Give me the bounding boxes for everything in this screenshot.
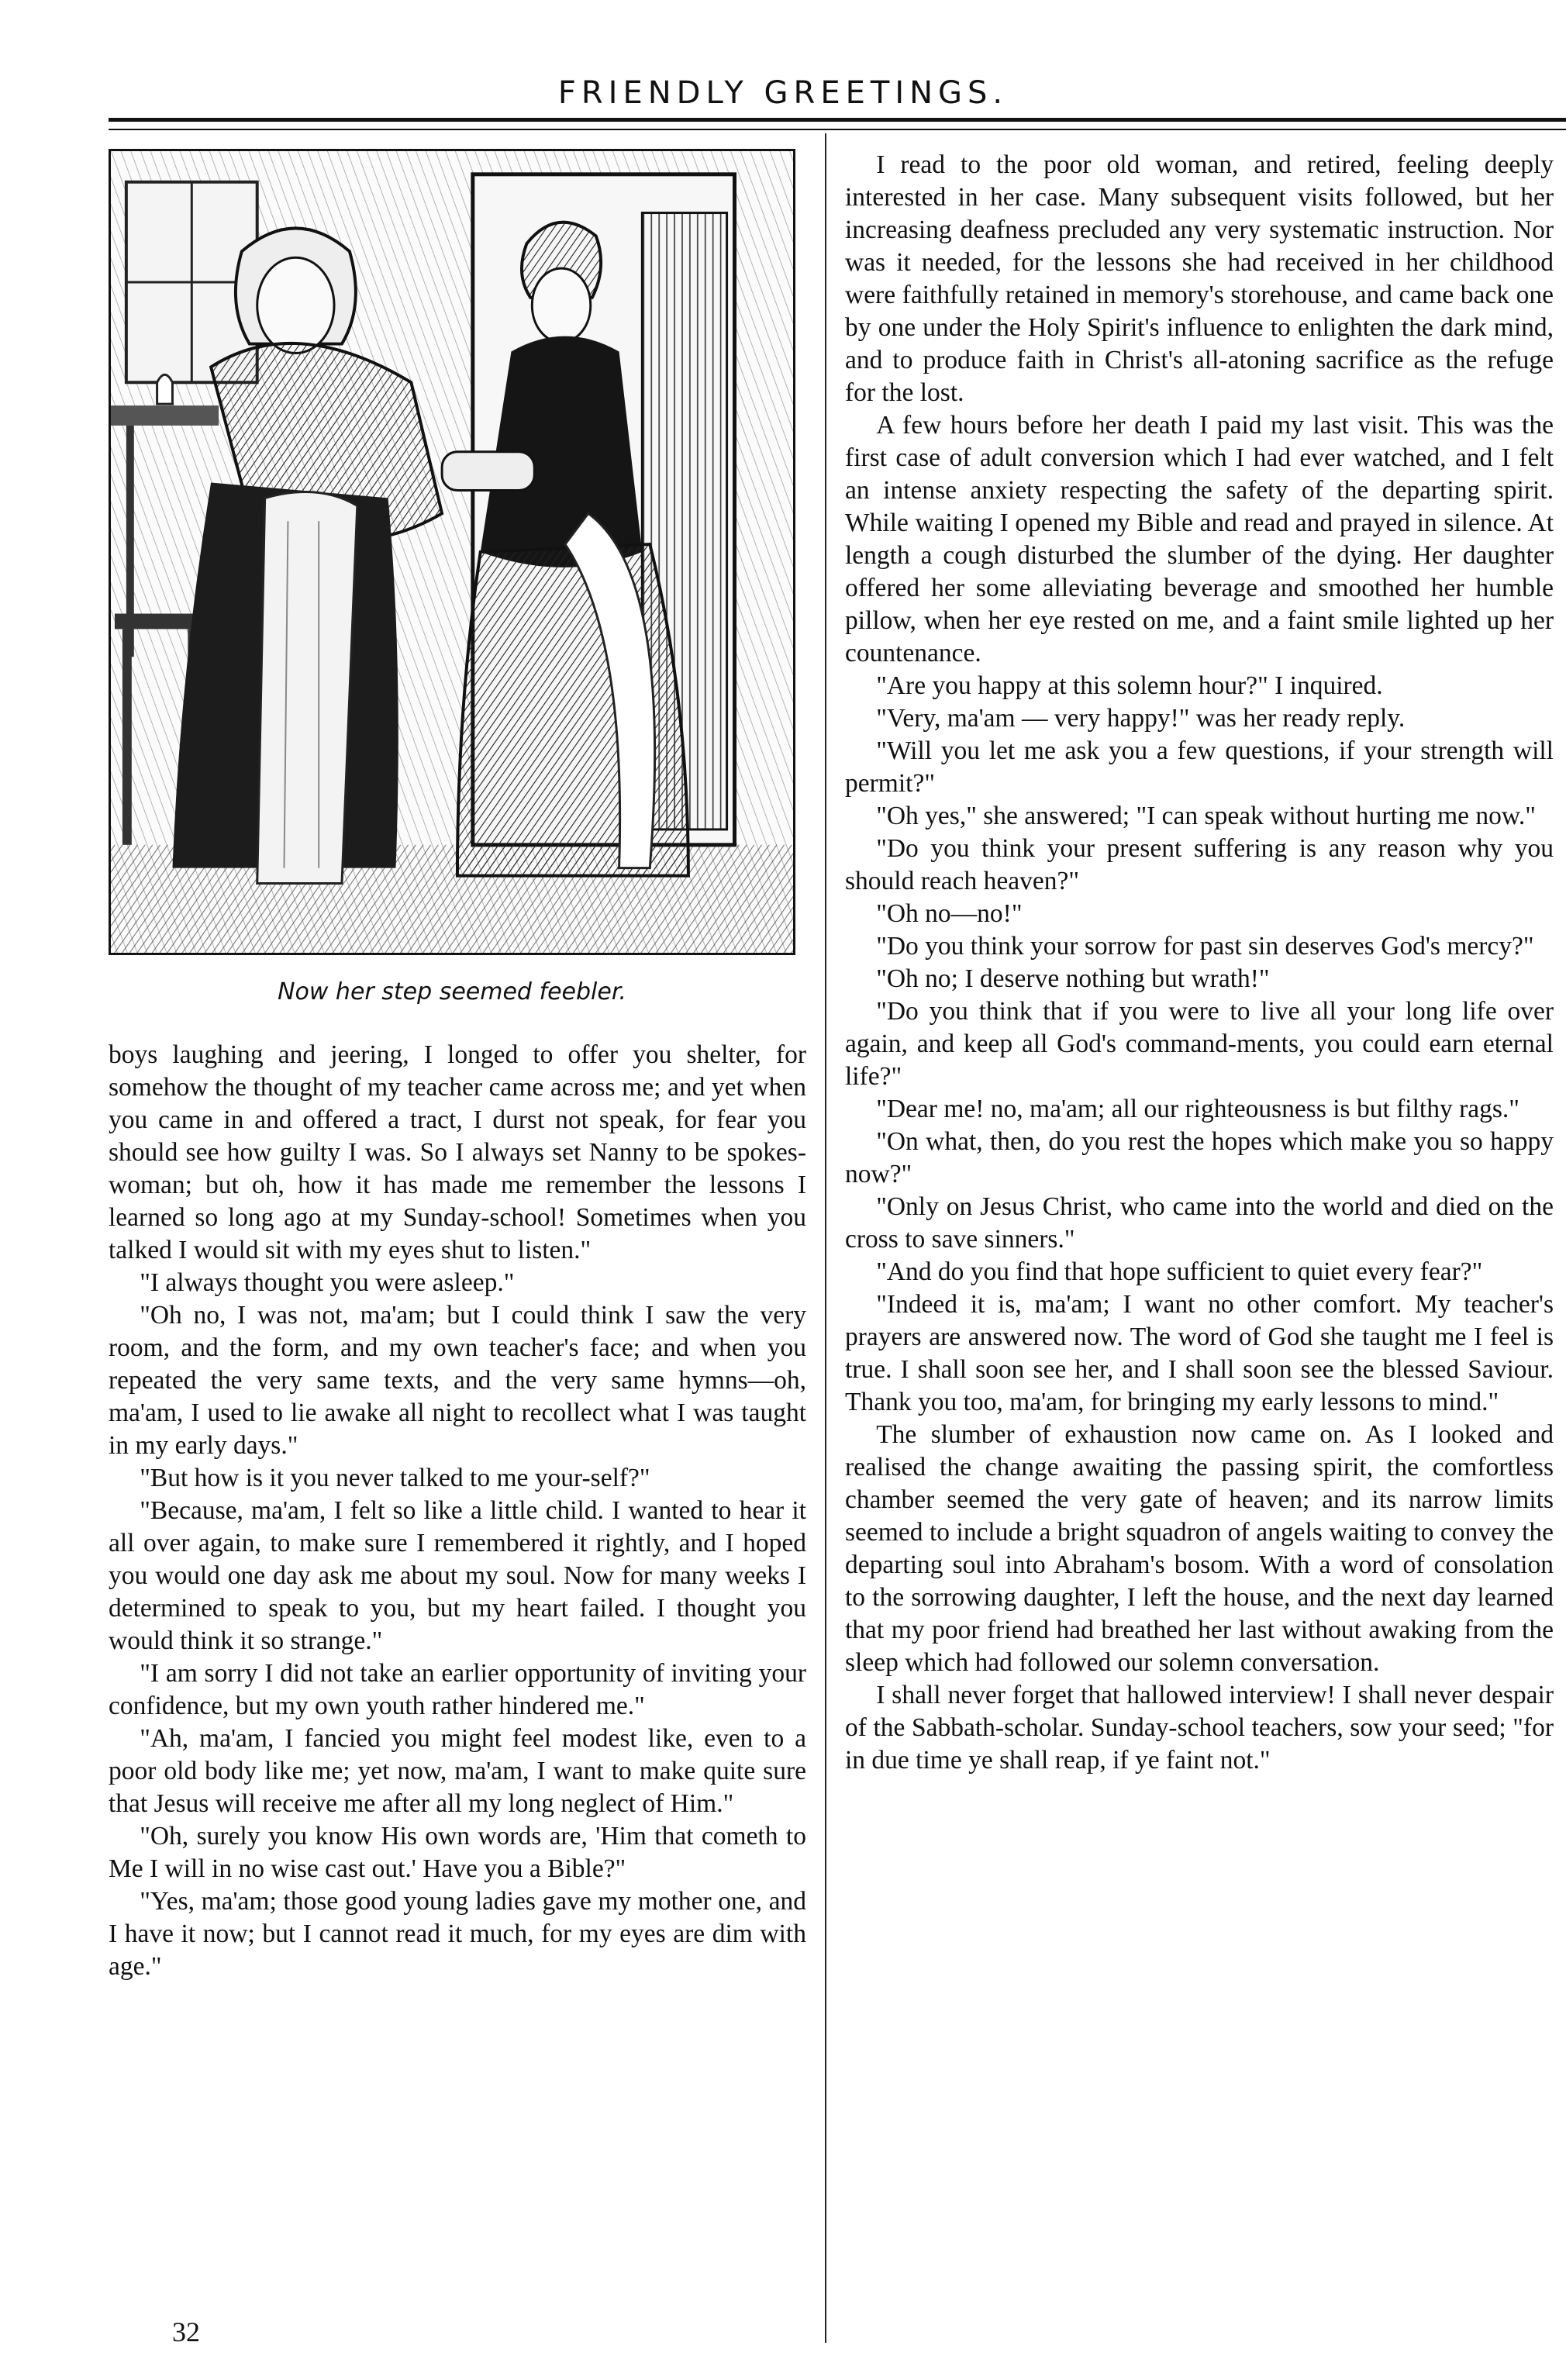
- jug: [157, 374, 173, 404]
- page-number: 32: [172, 2316, 200, 2347]
- paragraph: "Dear me! no, ma'am; all our righteousness is but filthy rags.": [876, 1095, 1519, 1123]
- paragraph: "I always thought you were asleep.": [140, 1268, 515, 1297]
- left-text-column: [109, 1039, 806, 1983]
- paragraph: "Because, ma'am, I felt so like a little child. I wanted to hear it all over again, to make sure I remembered it rightly, and I hoped you would one day ask me about my soul. Now for many weeks I determined to speak to you, but my heart failed. I thought you would think it so strange.": [109, 1496, 806, 1655]
- paragraph: "I am sorry I did not take an earlier opportunity of inviting your confidence, but my own youth rather hindered me.": [109, 1659, 806, 1720]
- paragraph: "Only on Jesus Christ, who came into the world and died on the cross to save sinners.": [845, 1192, 1554, 1254]
- paragraph: "Oh yes," she answered; "I can speak without hurting me now.": [876, 802, 1536, 830]
- paragraph: "Very, ma'am — very happy!" was her ready reply.: [876, 704, 1406, 733]
- running-header-title: FRIENDLY GREETINGS.: [557, 75, 1009, 111]
- engraving-drawing: [111, 151, 793, 953]
- paragraph: The slumber of exhaustion now came on. As I looked and realised the change awaiting the passing spirit, the comfortless chamber seemed the very gate of heaven; and its narrow limits seemed to include a bright squadron of angels waiting to convey the departing soul into Abraham's bosom. With a word of consolation to the sorrowing daughter, I left the house, and the next day learned that my poor friend had breathed her last without awaking from the sleep which had followed our solemn conversation.: [845, 1420, 1554, 1677]
- header-rule-thin: [109, 129, 1566, 130]
- paragraph: "Are you happy at this solemn hour?" I inquired.: [876, 671, 1383, 700]
- paragraph: "Do you think your sorrow for past sin deserves God's mercy?": [876, 932, 1534, 961]
- header-rule-thick: [109, 118, 1566, 122]
- paragraph: "Do you think that if you were to live all your long life over again, and keep all God's command-ments, you could earn eternal life?": [845, 997, 1554, 1091]
- right-text-column: [845, 149, 1554, 1777]
- paragraph: "Will you let me ask you a few questions, if your strength will permit?": [845, 736, 1554, 798]
- paragraph: I read to the poor old woman, and retired, feeling deeply interested in her case. Many subsequent visits followed, but her increasing deafness precluded any very systematic instruction. Nor was it needed, for the lessons she had received in her childhood were faithfully retained in memory's storehouse, and came back one by one under the Holy Spirit's influence to enlighten the dark mind, and to produce faith in Christ's all-atoning sacrifice as the refuge for the lost.: [845, 150, 1554, 407]
- paragraph: "Yes, ma'am; those good young ladies gave my mother one, and I have it now; but I cannot read it much, for my eyes are dim with age.": [109, 1887, 806, 1981]
- illustration-caption: Now her step seemed feebler.: [278, 978, 626, 1005]
- paragraph: "Oh no—no!": [876, 899, 1023, 928]
- side-table: [111, 405, 219, 426]
- paragraph: "Oh no, I was not, ma'am; but I could think I saw the very room, and the form, and my own teacher's face; and when you repeated the very same texts, and the very same hymns—oh, ma'am, I used to lie awake all night to recollect what I was taught in my early days.": [109, 1301, 806, 1460]
- engraving-illustration: [109, 149, 795, 955]
- column-divider: [825, 133, 826, 2343]
- paragraph: "And do you find that hope sufficient to quiet every fear?": [876, 1257, 1483, 1286]
- paragraph: "Indeed it is, ma'am; I want no other comfort. My teacher's prayers are answered now. The word of God she taught me I feel is true. I shall soon see her, and I shall soon see the blessed Saviour. Thank you too, ma'am, for bringing my early lessons to mind.": [845, 1290, 1554, 1416]
- paragraph: A few hours before her death I paid my last visit. This was the first case of adult conversion which I had ever watched, and I felt an intense anxiety respecting the safety of the departing spirit. While waiting I opened my Bible and read and prayed in silence. At length a cough disturbed the slumber of the dying. Her daughter offered her some alleviating beverage and smoothed her humble pillow, when her eye rested on me, and a faint smile lighted up her countenance.: [845, 411, 1554, 667]
- paragraph: "But how is it you never talked to me your-self?": [140, 1464, 650, 1492]
- paragraph: boys laughing and jeering, I longed to offer you shelter, for somehow the thought of my teacher came across me; and yet when you came in and offered a tract, I durst not speak, for fear you should see how guilty I was. So I always set Nanny to be spokes-woman; but oh, how it has made me remember the lessons I learned so long ago at my Sunday-school! Sometimes when you talked I would sit with my eyes shut to listen.": [109, 1040, 806, 1264]
- paragraph: "Ah, ma'am, I fancied you might feel modest like, even to a poor old body like me; yet now, ma'am, I want to make quite sure that Jesus will receive me after all my long neglect of Him.": [109, 1724, 806, 1818]
- paragraph: "On what, then, do you rest the hopes which make you so happy now?": [845, 1127, 1554, 1188]
- paragraph: "Do you think your present suffering is any reason why you should reach heaven?": [845, 834, 1554, 895]
- clasped-hands: [442, 452, 534, 491]
- paragraph: I shall never forget that hallowed interview! I shall never despair of the Sabbath-scholar. Sunday-school teachers, sow your seed; "for in due time ye shall reap, if ye faint not.": [845, 1681, 1554, 1775]
- paragraph: "Oh no; I deserve nothing but wrath!": [876, 964, 1270, 993]
- paragraph: "Oh, surely you know His own words are, 'Him that cometh to Me I will in no wise cast out.' Have you a Bible?": [109, 1822, 806, 1883]
